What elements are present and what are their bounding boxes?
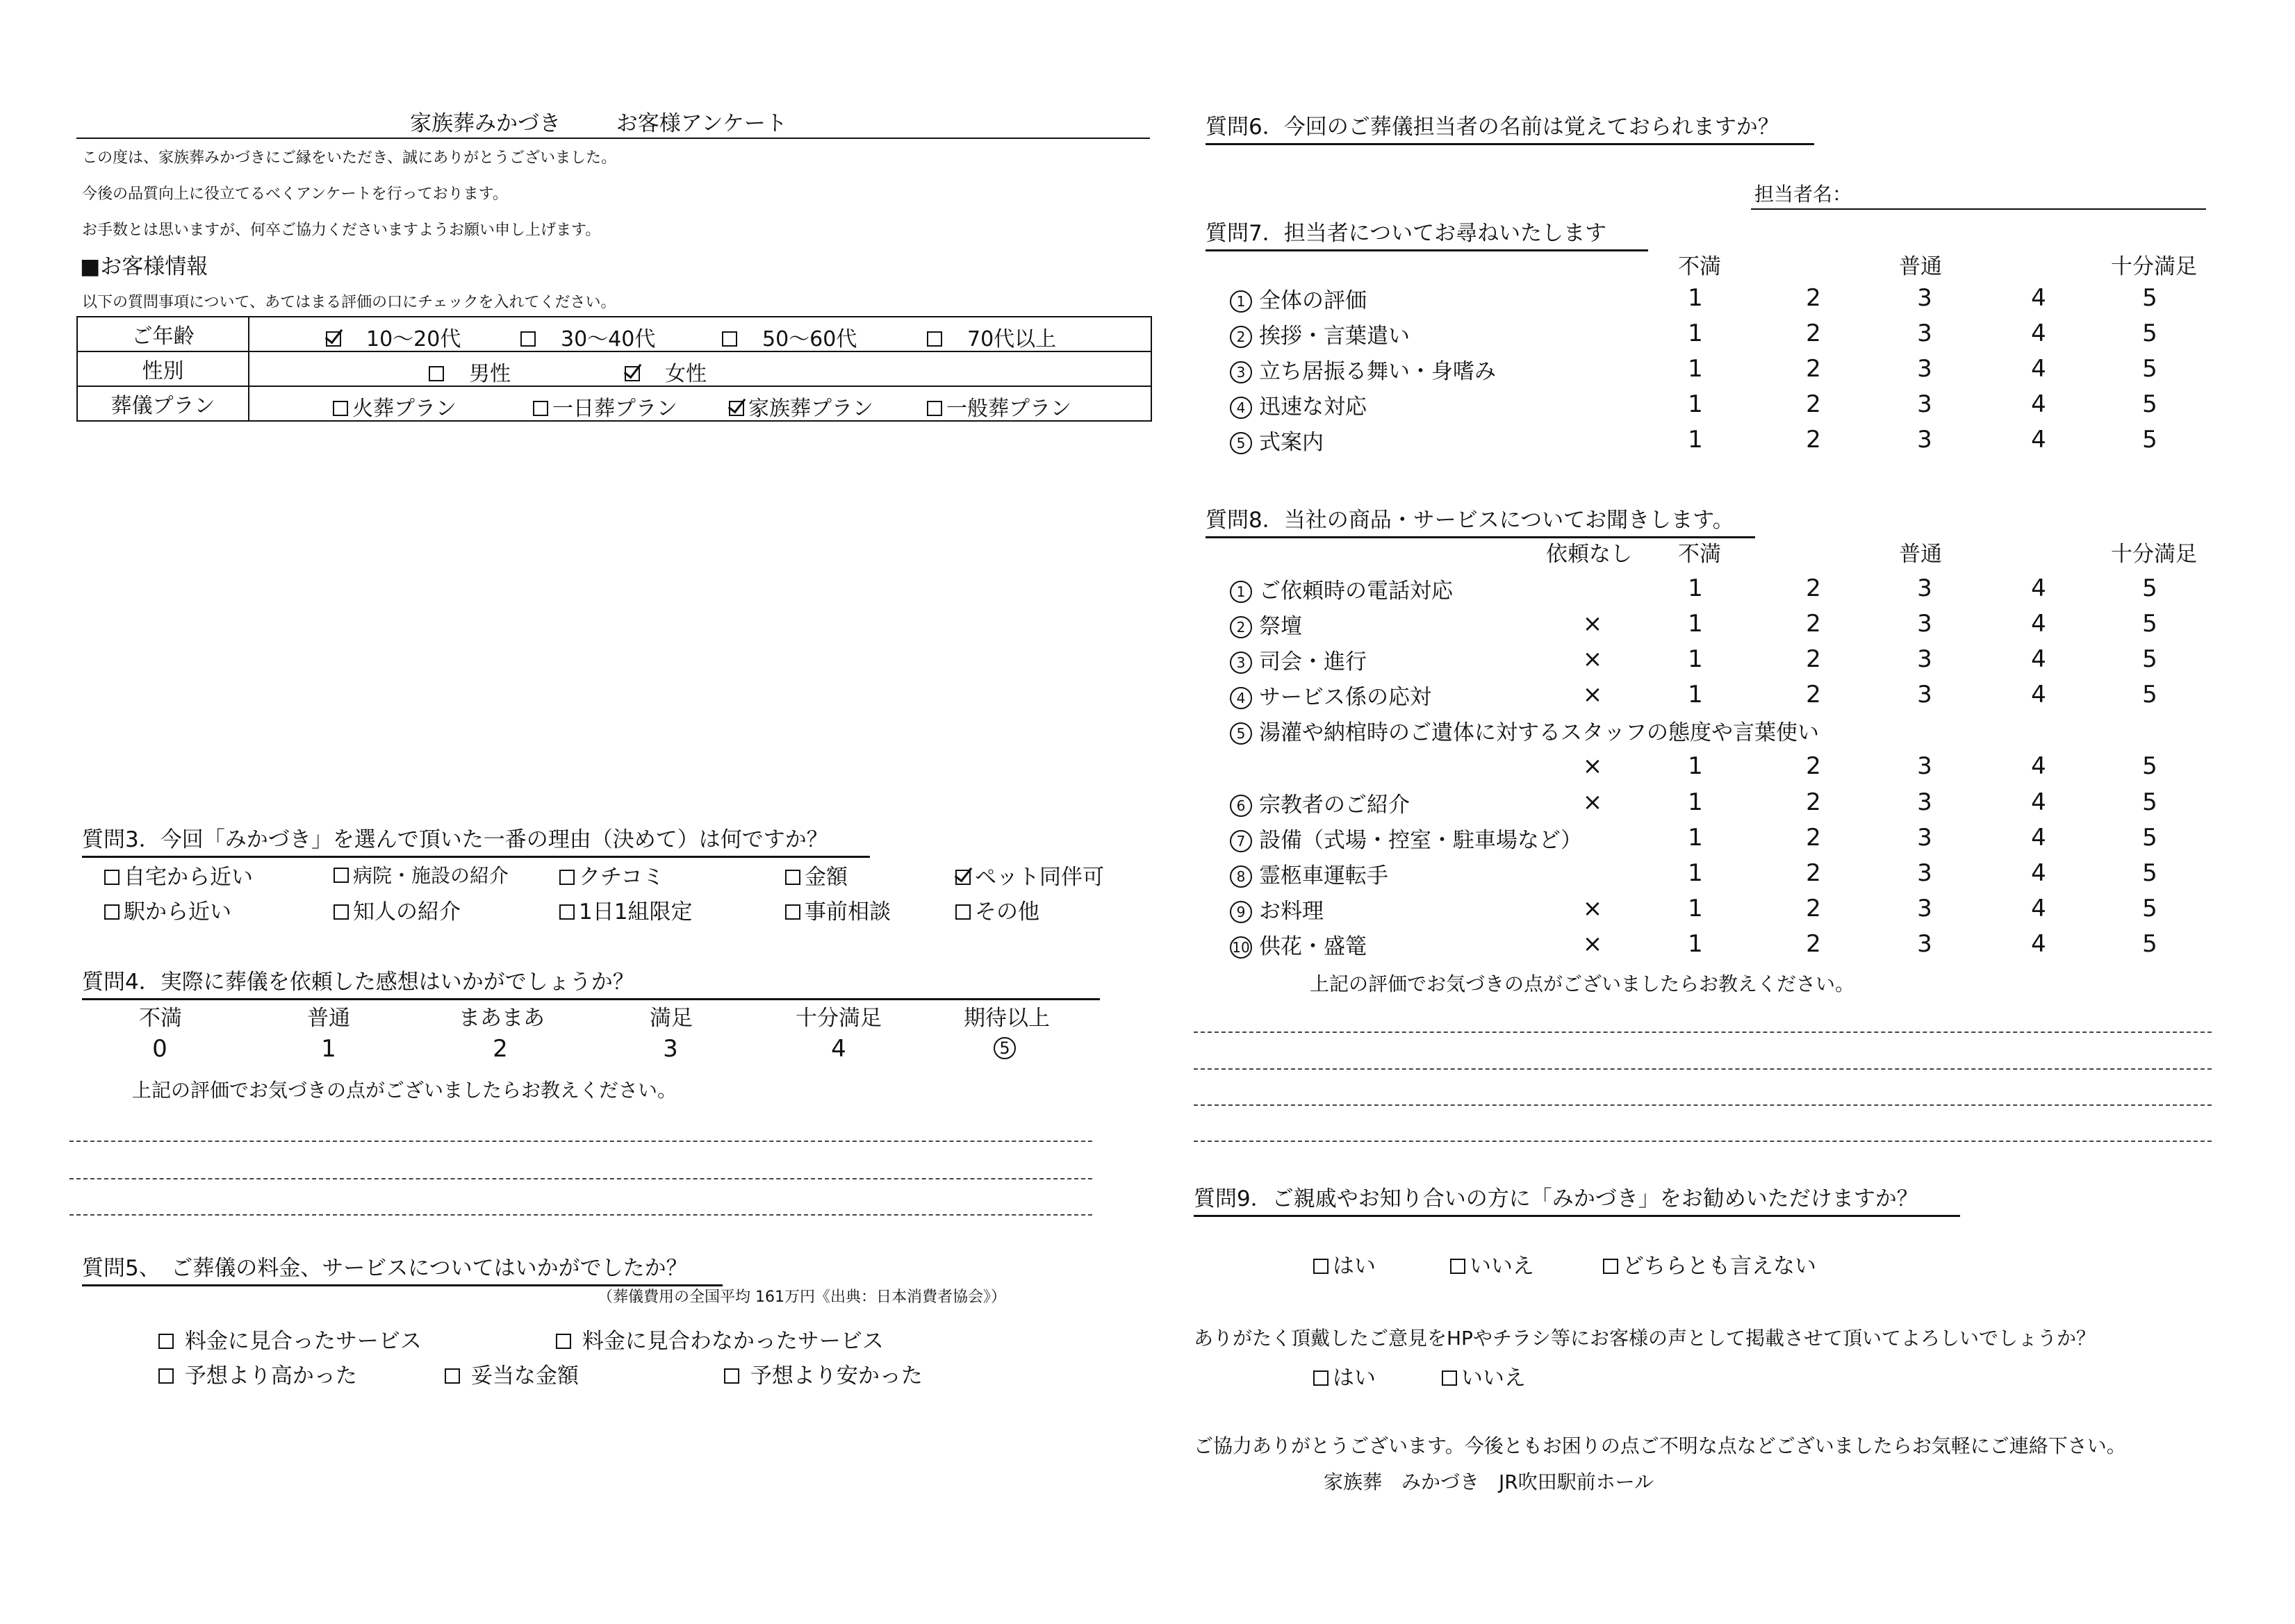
q7-scale-low: 不満 [1678,254,1721,279]
q8-score-option[interactable]: 3 [1917,788,1932,816]
q7-score-option[interactable]: 5 [2142,320,2157,347]
q8-score-option[interactable]: 1 [1688,610,1703,638]
q7-score-option[interactable]: 5 [2142,426,2157,454]
checkbox[interactable] [724,1368,739,1384]
q8-title: 質問8．当社の商品・サービスについてお聞きします。 [1206,502,1755,538]
q3-option-8[interactable]: 1日1組限定 [559,894,692,925]
q7-score-option[interactable]: 1 [1688,426,1703,454]
q7-score-option[interactable]: 2 [1806,426,1821,454]
customer-info-table [76,316,1152,422]
q7-score-option[interactable]: 4 [2031,284,2046,312]
q8-none-mark[interactable]: × [1582,752,1603,780]
q8-item-number: 2 [1230,616,1252,638]
q4-title: 質問4．実際に葬儀を依頼した感想はいかがでしょうか？ [82,964,1100,1000]
q6-title: 質問6．今回のご葬儀担当者の名前は覚えておられますか？ [1206,109,1814,145]
q8-score-option[interactable]: 4 [2031,895,2046,922]
q4-value-2[interactable]: 2 [493,1035,508,1063]
q7-title: 質問7．担当者についてお尋ねいたします [1206,215,1648,251]
q8-item-label: 3 司会・進行 [1230,644,1367,675]
plan-option-4[interactable]: 一般葬プラン [927,391,1071,422]
q7-score-option[interactable]: 1 [1688,355,1703,383]
q8-score-option[interactable]: 1 [1688,574,1703,602]
q8-item-label: 6 宗教者のご紹介 [1230,787,1410,818]
q8-score-option[interactable]: 3 [1917,859,1932,887]
q8-scale-high: 十分満足 [2111,542,2197,567]
q8-score-option[interactable]: 2 [1806,645,1821,673]
gender-row [77,351,1151,386]
q7-score-option[interactable]: 4 [2031,355,2046,383]
q8-score-option[interactable]: 3 [1917,752,1932,780]
q8-score-option[interactable]: 3 [1917,681,1932,709]
customer-instruction: 以下の質問事項について、あてはまる評価の口にチェックを入れてください。 [82,294,616,311]
checkbox[interactable] [1442,1370,1457,1386]
q7-item-label: 4 迅速な対応 [1230,389,1367,420]
q7-score-option[interactable]: 3 [1917,426,1932,454]
checkbox[interactable] [429,366,444,381]
q5-option-2[interactable]: 料金に見合わなかったサービス [556,1323,884,1354]
q8-item-label: 4 サービス係の応対 [1230,679,1431,711]
footer-company: 家族葬 みかづき JR吹田駅前ホール [1324,1470,1654,1493]
q8-none-mark[interactable]: × [1582,681,1603,709]
age-label: ご年齢 [77,317,249,351]
q8-none-mark[interactable]: × [1582,930,1603,958]
q7-item-number: 5 [1230,432,1252,454]
q8-item-number: 7 [1230,830,1252,852]
checkbox[interactable] [104,904,120,920]
q8-item-label: 5 湯灌や納棺時のご遺体に対するスタッフの態度や言葉使い [1230,715,1819,746]
checkbox[interactable] [334,868,349,883]
q8-score-option[interactable]: 5 [2142,574,2157,602]
q8-score-option[interactable]: 3 [1917,645,1932,673]
q7-score-option[interactable]: 2 [1806,320,1821,347]
q8-score-option[interactable]: 2 [1806,859,1821,887]
checkbox-checked[interactable] [729,401,744,416]
q8-score-option[interactable]: 2 [1806,824,1821,852]
plan-option-2[interactable]: 一日葬プラン [533,391,677,422]
q8-score-option[interactable]: 1 [1688,681,1703,709]
q7-score-option[interactable]: 4 [2031,320,2046,347]
q7-score-option[interactable]: 4 [2031,390,2046,418]
gender-option-female[interactable]: 女性 [625,356,707,387]
q8-score-option[interactable]: 4 [2031,930,2046,958]
checkbox[interactable] [1313,1259,1329,1274]
q4-comment-line[interactable] [69,1214,1092,1216]
q8-score-option[interactable]: 2 [1806,788,1821,816]
q7-item-label: 2 挨拶・言葉遣い [1230,318,1410,349]
q4-label-0: 不満 [139,1006,182,1031]
q8-score-option[interactable]: 4 [2031,610,2046,638]
plan-option-1[interactable]: 火葬プラン [333,391,456,422]
age-option-1[interactable]: 10～20代 [326,322,461,352]
q3-option-2[interactable]: 病院・施設の紹介 [334,861,509,888]
plan-row [77,386,1151,421]
age-options [249,317,1151,351]
q8-item-label: 8 霊柩車運転手 [1230,858,1388,889]
q8-score-option[interactable]: 4 [2031,681,2046,709]
q7-scale-mid: 普通 [1899,254,1942,279]
checkbox[interactable] [445,1368,460,1384]
q3-option-9[interactable]: 事前相談 [785,894,891,925]
q8-none-mark[interactable]: × [1582,788,1603,816]
q9-option-yes[interactable]: はい [1313,1248,1376,1279]
q8-item-number: 3 [1230,652,1252,674]
plan-label: 葬儀プラン [77,386,249,421]
q4-comment-prompt: 上記の評価でお気づきの点がございましたらお教えください。 [132,1079,677,1102]
checkbox[interactable] [785,904,800,920]
q8-score-option[interactable]: 4 [2031,859,2046,887]
q7-score-option[interactable]: 2 [1806,355,1821,383]
q4-label-3: 満足 [650,1006,693,1031]
q8-score-option[interactable]: 5 [2142,788,2157,816]
q7-item-number: 2 [1230,326,1252,348]
q7-item-label: 3 立ち居振る舞い・身嗜み [1230,354,1496,385]
q6-name-label: 担当者名： [1754,183,1852,206]
q8-item-number: 1 [1230,581,1252,603]
q7-item-label: 1 全体の評価 [1230,283,1367,314]
q8-item-number: 10 [1230,936,1252,959]
publish-option-no[interactable]: いいえ [1442,1360,1526,1391]
q8-item-label: 7 設備（式場・控室・駐車場など） [1230,822,1582,854]
age-option-3[interactable]: 50～60代 [722,322,857,352]
intro-line-3: お手数とは思いますが、何卒ご協力くださいますようお願い申し上げます。 [82,222,601,239]
title-rule [76,138,1150,139]
q9-option-neither[interactable]: どちらとも言えない [1603,1248,1816,1279]
q8-score-option[interactable]: 2 [1806,930,1821,958]
checkbox[interactable] [927,331,942,347]
q5-option-5[interactable]: 予想より安かった [724,1358,923,1389]
q8-score-option[interactable]: 3 [1917,824,1932,852]
q7-score-option[interactable]: 3 [1917,320,1932,347]
q8-item-number: 8 [1230,865,1252,888]
gender-option-male[interactable]: 男性 [429,356,511,387]
form-title [410,106,787,137]
q8-score-option[interactable]: 4 [2031,752,2046,780]
q4-value-3[interactable]: 3 [663,1035,678,1063]
q8-item-number: 4 [1230,687,1252,709]
q9-option-no[interactable]: いいえ [1450,1248,1534,1279]
q4-value-1[interactable]: 1 [321,1035,336,1063]
q3-option-10[interactable]: その他 [955,894,1039,925]
q3-option-7[interactable]: 知人の紹介 [334,894,461,925]
q7-score-option[interactable]: 5 [2142,390,2157,418]
q8-score-option[interactable]: 3 [1917,895,1932,922]
q8-scale-low: 不満 [1678,542,1721,567]
q8-score-option[interactable]: 5 [2142,859,2157,887]
q3-option-5[interactable]: ペット同伴可 [955,859,1104,890]
q8-item-number: 6 [1230,795,1252,817]
q8-score-option[interactable]: 3 [1917,930,1932,958]
q8-score-option[interactable]: 2 [1806,752,1821,780]
q8-score-option[interactable]: 3 [1917,574,1932,602]
checkbox[interactable] [520,331,536,347]
checkbox[interactable] [955,904,971,920]
q4-comment-line[interactable] [69,1178,1092,1179]
q7-score-option[interactable]: 5 [2142,355,2157,383]
q8-score-option[interactable]: 2 [1806,610,1821,638]
q4-label-1: 普通 [307,1006,350,1031]
intro-line-1: この度は、家族葬みかづきにご縁をいただき、誠にありがとうございました。 [82,149,617,167]
checkbox[interactable] [1450,1259,1465,1274]
q7-score-option[interactable]: 5 [2142,284,2157,312]
checkbox[interactable] [559,904,575,920]
checkbox[interactable] [158,1334,174,1349]
q8-score-option[interactable]: 5 [2142,752,2157,780]
q7-scale-high: 十分満足 [2111,254,2197,279]
q8-comment-line[interactable] [1194,1104,2212,1106]
q7-item-number: 4 [1230,397,1252,419]
checkbox[interactable] [785,870,800,885]
age-option-4[interactable]: 70代以上 [927,322,1056,352]
q8-comment-prompt: 上記の評価でお気づきの点がございましたらお教えください。 [1310,972,1855,995]
q8-comment-line[interactable] [1194,1068,2212,1070]
q5-title: 質問5、 ご葬儀の料金、サービスについてはいかがでしたか？ [82,1250,723,1286]
q8-none-mark[interactable]: × [1582,610,1603,638]
q8-score-option[interactable]: 4 [2031,645,2046,673]
q4-label-5: 期待以上 [964,1006,1050,1031]
footer-thanks: ご協力ありがとうございます。今後ともお困りの点ご不明な点などございましたらお気軽にご連絡下さい。 [1194,1434,2126,1457]
q4-comment-line[interactable] [69,1141,1092,1142]
plan-options [249,386,1151,421]
q8-score-option[interactable]: 2 [1806,681,1821,709]
q4-value-4[interactable]: 4 [831,1035,846,1063]
publish-option-yes[interactable]: はい [1313,1360,1376,1391]
q7-score-option[interactable]: 4 [2031,426,2046,454]
publish-question: ありがたく頂戴したご意見をHPやチラシ等にお客様の声として掲載させて頂いてよろしいでしょうか？ [1194,1327,2096,1350]
age-option-2[interactable]: 30～40代 [520,322,655,352]
q5-option-4[interactable]: 妥当な金額 [445,1358,579,1389]
q8-score-option[interactable]: 1 [1688,859,1703,887]
age-row [77,317,1151,351]
q8-score-option[interactable]: 4 [2031,574,2046,602]
q7-score-option[interactable]: 3 [1917,390,1932,418]
q8-scale-mid: 普通 [1899,542,1942,567]
checkbox[interactable] [1313,1370,1329,1386]
q3-title: 質問3．今回「みかづき」を選んで頂いた一番の理由（決めて）は何ですか？ [82,822,870,858]
q8-score-option[interactable]: 4 [2031,788,2046,816]
q7-score-option[interactable]: 1 [1688,390,1703,418]
q3-option-6[interactable]: 駅から近い [104,894,231,925]
checkbox[interactable] [722,331,737,347]
q7-item-number: 1 [1230,290,1252,313]
q4-label-2: まあまあ [459,1006,545,1031]
checkbox[interactable] [104,870,120,885]
q6-name-line[interactable] [1751,208,2206,210]
q8-none-label: 依頼なし [1546,542,1632,567]
plan-option-3[interactable]: 家族葬プラン [729,391,873,422]
q7-item-label: 5 式案内 [1230,424,1324,456]
q8-item-number: 5 [1230,722,1252,745]
q8-item-label: 10 供花・盛篭 [1230,929,1367,960]
q8-comment-line[interactable] [1194,1031,2212,1033]
q8-score-option[interactable]: 4 [2031,824,2046,852]
q8-score-option[interactable]: 2 [1806,574,1821,602]
q8-score-option[interactable]: 5 [2142,824,2157,852]
q7-score-option[interactable]: 1 [1688,284,1703,312]
q8-score-option[interactable]: 1 [1688,895,1703,922]
checkbox[interactable] [556,1334,571,1349]
q8-score-option[interactable]: 1 [1688,930,1703,958]
q8-none-mark[interactable]: × [1582,895,1603,922]
q8-score-option[interactable]: 1 [1688,752,1703,780]
gender-options [249,351,1151,386]
survey-title: お客様アンケート [616,111,787,136]
q8-score-option[interactable]: 1 [1688,645,1703,673]
q4-value-0[interactable]: 0 [152,1035,167,1063]
q8-score-option[interactable]: 1 [1688,824,1703,852]
checkbox-checked[interactable] [955,870,971,885]
q3-option-1[interactable]: 自宅から近い [104,859,253,890]
checkbox[interactable] [334,904,349,920]
q9-title: 質問9．ご親戚やお知り合いの方に「みかづき」をお勧めいただけますか？ [1194,1181,1960,1217]
checkbox[interactable] [533,401,548,416]
q7-score-option[interactable]: 2 [1806,284,1821,312]
q8-score-option[interactable]: 1 [1688,788,1703,816]
q7-score-option[interactable]: 2 [1806,390,1821,418]
customer-heading: ■お客様情報 [80,254,208,279]
checkbox[interactable] [559,870,575,885]
q5-note: （葬儀費用の全国平均 161万円《出典：日本消費者協会》） [598,1289,1006,1306]
q5-option-1[interactable]: 料金に見合ったサービス [158,1323,422,1354]
q8-score-option[interactable]: 5 [2142,681,2157,709]
q8-score-option[interactable]: 5 [2142,930,2157,958]
checkbox-checked[interactable] [326,331,341,347]
q8-score-option[interactable]: 5 [2142,610,2157,638]
q3-option-4[interactable]: 金額 [785,859,848,890]
q8-item-label: 1 ご依頼時の電話対応 [1230,573,1453,604]
q8-item-number: 9 [1230,901,1252,923]
q8-comment-line[interactable] [1194,1141,2212,1142]
q7-score-option[interactable]: 3 [1917,355,1932,383]
intro-line-2: 今後の品質向上に役立てるべくアンケートを行っております。 [82,185,508,203]
q7-score-option[interactable]: 3 [1917,284,1932,312]
q4-label-4: 十分満足 [796,1006,882,1031]
q8-item-label: 9 お料理 [1230,893,1324,925]
q8-item-label: 2 祭壇 [1230,608,1302,640]
gender-label: 性別 [77,351,249,386]
q3-option-3[interactable]: クチコミ [559,859,664,890]
checkbox[interactable] [927,401,942,416]
q8-none-mark[interactable]: × [1582,645,1603,673]
company-title: 家族葬みかづき [410,111,561,136]
checkbox[interactable] [1603,1259,1618,1274]
q8-score-option[interactable]: 5 [2142,645,2157,673]
q7-score-option[interactable]: 1 [1688,320,1703,347]
q7-item-number: 3 [1230,361,1252,383]
q8-score-option[interactable]: 5 [2142,895,2157,922]
q8-score-option[interactable]: 3 [1917,610,1932,638]
q8-score-option[interactable]: 2 [1806,895,1821,922]
checkbox[interactable] [158,1368,174,1384]
checkbox-checked[interactable] [625,366,640,381]
q5-option-3[interactable]: 予想より高かった [158,1358,357,1389]
checkbox[interactable] [333,401,348,416]
q4-value-5-circled[interactable]: 5 [994,1037,1016,1059]
